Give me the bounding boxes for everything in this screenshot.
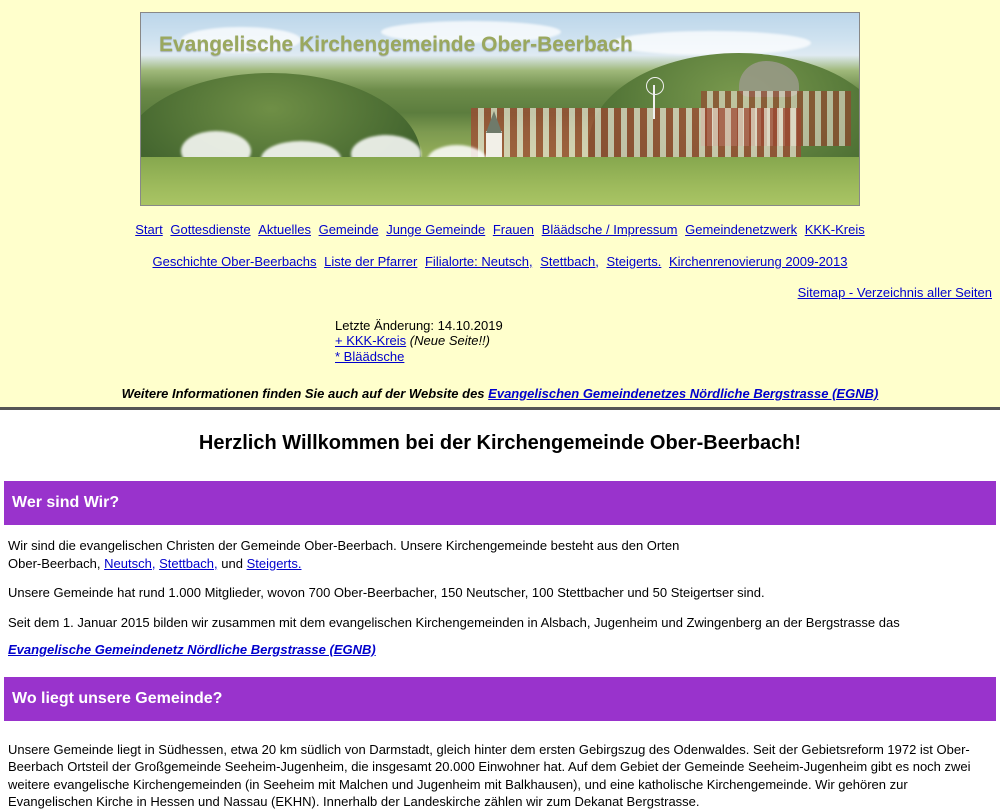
section-heading-wo-liegt-unsere-gemeinde: Wo liegt unsere Gemeinde? [4, 677, 996, 721]
egnb-info-bar [0, 386, 1000, 401]
cloud-shape [611, 31, 811, 55]
banner-title: Evangelische Kirchengemeinde Ober-Beerbach [159, 33, 633, 56]
egnb-info-link[interactable]: Evangelischen Gemeindenetzes Nördliche Bergstrasse (EGNB) [488, 385, 879, 401]
nav-link-blaeaedsche-impressum[interactable]: Bläädsche / Impressum [541, 222, 678, 237]
sitemap-link[interactable]: Sitemap - Verzeichnis aller Seiten [797, 285, 992, 300]
link-egnb[interactable]: Evangelische Gemeindenetz Nördliche Bergstrasse (EGNB) [8, 642, 376, 658]
banner-wrapper [140, 0, 860, 206]
wind-turbine-shape [653, 85, 655, 119]
main-content [0, 432, 1000, 811]
nav-link-liste-der-pfarrer[interactable]: Liste der Pfarrer [324, 253, 418, 269]
update-entry-blaeaedsche [335, 349, 1000, 364]
church-spire-shape [486, 111, 502, 133]
main-navigation-row-2 [0, 252, 1000, 272]
nav-link-gemeindenetzwerk[interactable]: Gemeindenetzwerk [685, 222, 798, 237]
nav-link-stettbach[interactable]: Stettbach, [540, 253, 599, 269]
update-note-new-page: (Neue Seite!!) [409, 333, 490, 349]
nav-link-kirchenrenovierung[interactable]: Kirchenrenovierung 2009-2013 [668, 253, 848, 269]
paragraph-text-part1: Wir sind die evangelischen Christen der Gemeinde Ober-Beerbach. Unsere Kirchengemeinde besteht aus den Orten [8, 537, 680, 553]
link-steigerts[interactable]: Steigerts. [246, 555, 302, 571]
update-link-kkk-kreis[interactable]: + KKK-Kreis [335, 333, 407, 349]
spacer [0, 721, 1000, 729]
banner-photo [140, 12, 860, 206]
update-entry-kkk [335, 333, 1000, 348]
last-update-text: Letzte Änderung: 14.10.2019 [335, 318, 503, 333]
last-update-box [335, 318, 1000, 364]
nav-link-filialorte-neutsch[interactable]: Filialorte: Neutsch, [424, 253, 533, 269]
nav-link-kkk-kreis[interactable]: KKK-Kreis [804, 222, 865, 237]
link-stettbach[interactable]: Stettbach, [159, 555, 218, 571]
nav-link-steigerts[interactable]: Steigerts. [606, 253, 662, 269]
meadow-shape [141, 157, 859, 205]
paragraph-text-part2: Ober-Beerbach, [8, 555, 101, 571]
paragraph-egnb-link-line [8, 641, 992, 659]
main-navigation-row-1 [0, 220, 1000, 240]
paragraph-location: Unsere Gemeinde liegt in Südhessen, etwa 20 km südlich von Darmstadt, gleich hinter dem ersten Gebirgszug des Odenwaldes. Seit der Gebietsreform 1972 ist Ober-Beerbach Ortsteil der Großgemeinde Seeheim-Jugenheim, die insgesamt 20.000 Einwohner hat. Auf dem Gebiet der Gemeinde Seeheim-Jugenheim gibt es noch zwei weitere evangelische Kirchengemeinden (in Seeheim mit Malchen und Jugenheim mit Balkhausen), und eine katholische Kirchengemeinde. Wir gehören zur Evangelischen Kirche in Hessen und Nassau (EKHN). Innerhalb der Landeskirche zählen wir zum Dekanat Bergstrasse. [8, 741, 971, 810]
nav-link-junge-gemeinde[interactable]: Junge Gemeinde [386, 222, 486, 237]
section-heading-wer-sind-wir: Wer sind Wir? [4, 481, 996, 525]
nav-link-gottesdienste[interactable]: Gottesdienste [170, 222, 251, 237]
nav-link-frauen[interactable]: Frauen [492, 222, 535, 237]
spacer [0, 659, 1000, 677]
nav-link-gemeinde[interactable]: Gemeinde [318, 222, 379, 237]
nav-link-geschichte[interactable]: Geschichte Ober-Beerbachs [152, 253, 317, 269]
nav-link-aktuelles[interactable]: Aktuelles [258, 222, 311, 237]
sitemap-row [0, 285, 1000, 300]
update-link-blaeaedsche[interactable]: * Bläädsche [335, 348, 405, 364]
paragraph-who-we-are [8, 537, 992, 572]
egnb-info-text: Weitere Informationen finden Sie auch auf der Website des [121, 385, 485, 401]
paragraph-egnb-text: Seit dem 1. Januar 2015 bilden wir zusammen mit dem evangelischen Kirchengemeinden in Alsbach, Jugenheim und Zwingenberg an der Bergstrasse das [8, 614, 900, 630]
link-neutsch[interactable]: Neutsch, [104, 555, 156, 571]
paragraph-egnb [8, 614, 992, 632]
nav-link-start[interactable]: Start [135, 222, 163, 237]
paragraph-text-und: und [221, 555, 243, 571]
paragraph-member-count: Unsere Gemeinde hat rund 1.000 Mitglieder, wovon 700 Ober-Beerbacher, 150 Neutscher, 100 Stettbacher und 50 Steigertser sind. [8, 585, 765, 601]
page-title: Herzlich Willkommen bei der Kirchengemeinde Ober-Beerbach! [198, 431, 802, 454]
